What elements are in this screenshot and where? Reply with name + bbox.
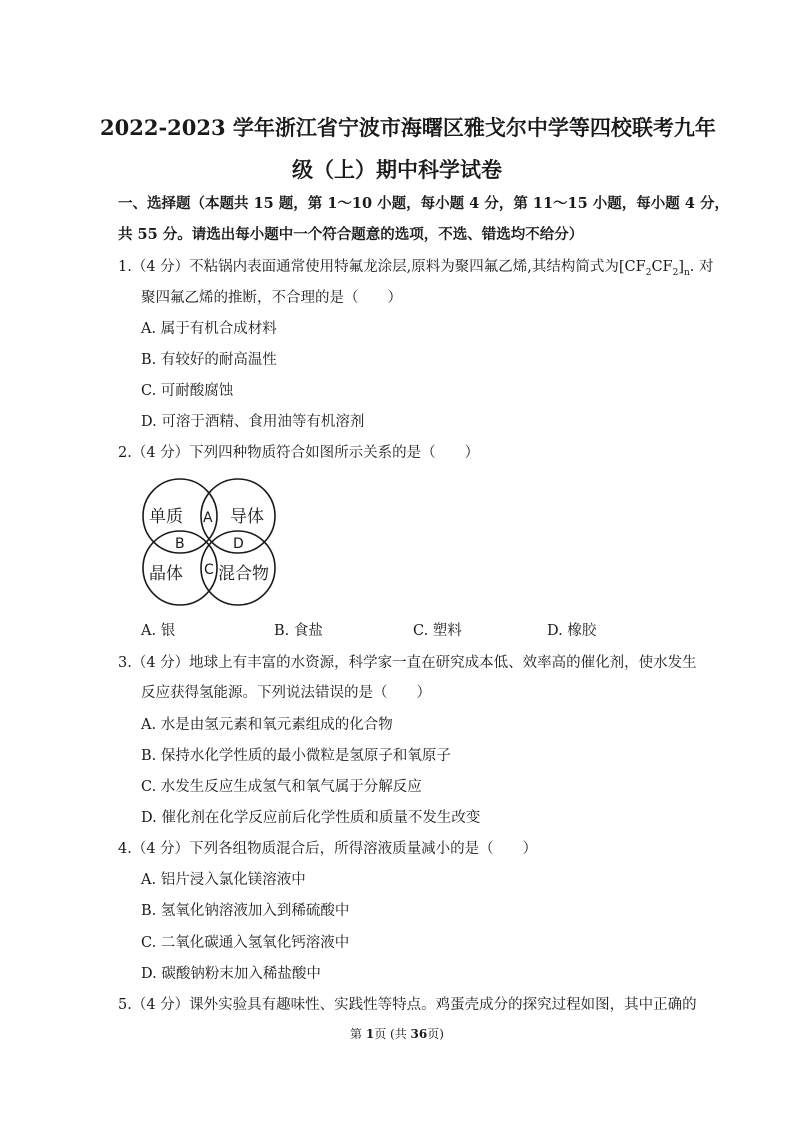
venn-region-a: A — [203, 510, 213, 526]
venn-region-d: D — [233, 536, 244, 552]
q1-option-d: D. 可溶于酒精、食用油等有机溶剂 — [141, 414, 365, 430]
q1-sub-1: 2 — [645, 267, 652, 278]
q3-option-d: D. 催化剂在化学反应前后化学性质和质量不发生改变 — [141, 810, 481, 826]
page-footer — [0, 1026, 794, 1042]
footer-page-number: 1 — [365, 1027, 375, 1041]
footer-suffix: 页) — [427, 1027, 444, 1041]
exam-title-line-1: 2022-2023 学年浙江省宁波市海曙区雅戈尔中学等四校联考九年 — [100, 115, 716, 140]
q4-option-c: C. 二氧化碳通入氢氧化钙溶液中 — [141, 935, 350, 951]
q1-text-b: CF — [651, 259, 673, 275]
q3-option-b: B. 保持水化学性质的最小微粒是氢原子和氧原子 — [141, 748, 451, 764]
question-3-stem-line-1: 3.（4 分）地球上有丰富的水资源，科学家一直在研究成本低、效率高的催化剂，使水发生 — [118, 655, 697, 671]
venn-region-b: B — [175, 536, 185, 552]
q2-option-d: D. 橡胶 — [547, 623, 597, 639]
q1-text-c: ] — [678, 259, 684, 275]
venn-label-bottom-left: 晶体 — [149, 564, 183, 584]
question-5-stem-line-1: 5.（4 分）课外实验具有趣味性、实践性等特点。鸡蛋壳成分的探究过程如图，其中正确的 — [118, 997, 697, 1013]
question-3-stem-line-2: 反应获得氢能源。下列说法错误的是（ ） — [141, 685, 431, 701]
q1-option-a: A. 属于有机合成材料 — [141, 321, 277, 337]
venn-region-c: C — [204, 562, 214, 578]
q1-text-d: . 对 — [689, 259, 714, 275]
q4-option-b: B. 氢氧化钠溶液加入到稀硫酸中 — [141, 903, 350, 919]
venn-label-top-left: 单质 — [149, 507, 183, 527]
question-2-stem: 2.（4 分）下列四种物质符合如图所示关系的是（ ） — [118, 445, 480, 461]
q2-option-c: C. 塑料 — [413, 623, 462, 639]
footer-total-pages: 36 — [410, 1027, 428, 1041]
section-heading-line-2: 共 55 分。请选出每小题中一个符合题意的选项，不选、错选均不给分） — [118, 226, 584, 243]
q1-option-c: C. 可耐酸腐蚀 — [141, 383, 234, 399]
question-1-stem-line-2: 聚四氟乙烯的推断，不合理的是（ ） — [141, 290, 402, 306]
q2-option-a: A. 银 — [141, 623, 176, 639]
q1-sub-n: n — [684, 267, 690, 278]
q1-option-b: B. 有较好的耐高温性 — [141, 352, 277, 368]
q3-option-c: C. 水发生反应生成氢气和氧气属于分解反应 — [141, 779, 422, 795]
exam-title-line-2: 级（上）期中科学试卷 — [292, 157, 502, 182]
question-1-stem-line-1 — [118, 258, 714, 282]
q4-option-a: A. 铝片浸入氯化镁溶液中 — [141, 872, 306, 888]
question-4-stem: 4.（4 分）下列各组物质混合后，所得溶液质量减小的是（ ） — [118, 841, 538, 857]
footer-mid: 页 (共 — [374, 1027, 411, 1041]
q1-text-a: 1.（4 分）不粘锅内表面通常使用特氟龙涂层,原料为聚四氟乙烯,其结构简式为[CF — [118, 259, 646, 275]
section-heading-line-1: 一、选择题（本题共 15 题，第 1～10 小题，每小题 4 分，第 11～15 小题，每小题 4 分， — [118, 195, 729, 212]
q3-option-a: A. 水是由氢元素和氧元素组成的化合物 — [141, 717, 393, 733]
footer-prefix: 第 — [350, 1027, 366, 1041]
q2-option-b: B. 食盐 — [274, 623, 323, 639]
venn-label-bottom-right: 混合物 — [218, 564, 269, 584]
q1-sub-2: 2 — [672, 267, 679, 278]
venn-label-top-right: 导体 — [230, 507, 264, 527]
q4-option-d: D. 碳酸钠粉末加入稀盐酸中 — [141, 966, 321, 982]
venn-diagram — [140, 476, 280, 608]
